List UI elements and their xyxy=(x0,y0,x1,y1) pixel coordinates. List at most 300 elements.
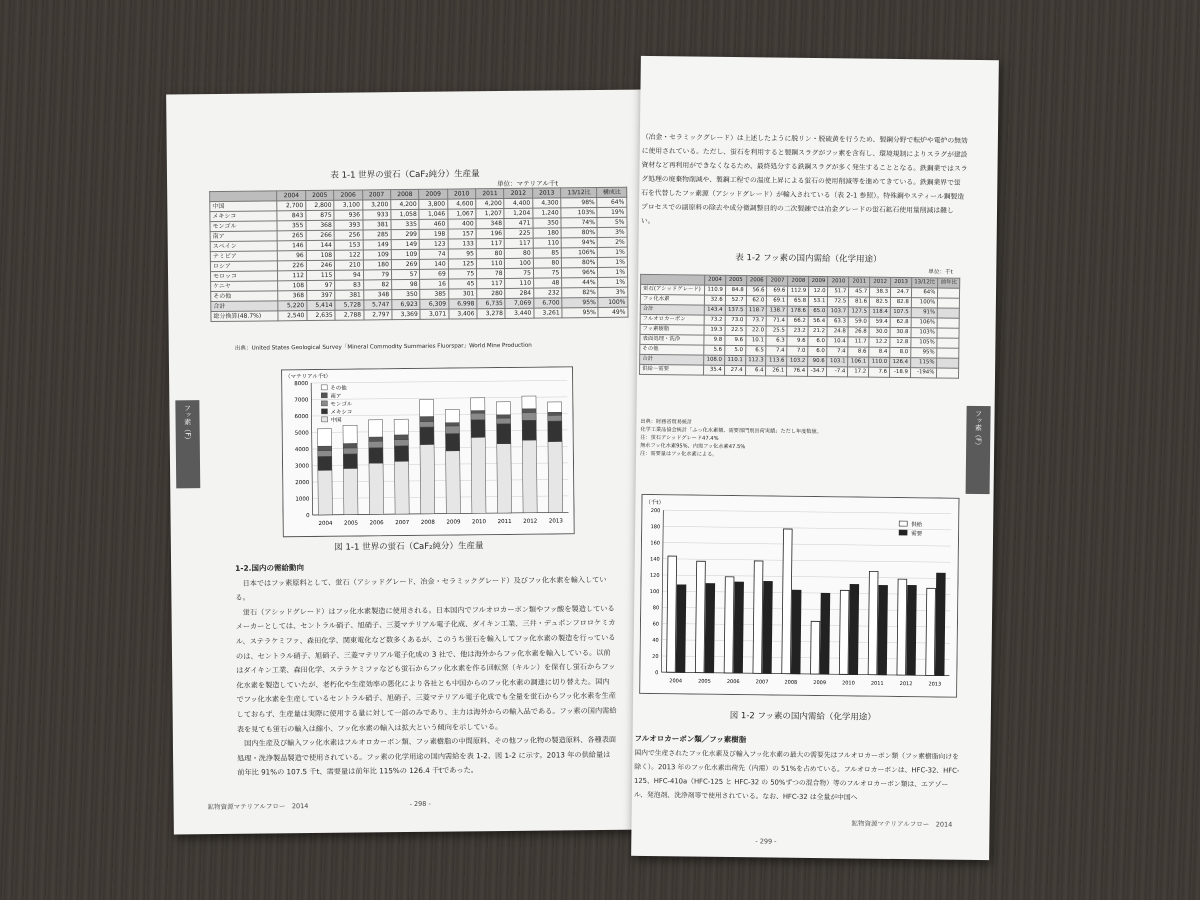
table-cell: 2% xyxy=(598,237,628,247)
table-cell: 115 xyxy=(306,270,334,280)
table-cell: 21.2 xyxy=(808,326,827,336)
table-cell: 246 xyxy=(306,260,334,270)
table-cell: 8.6 xyxy=(848,347,869,357)
column-header: 13/12比 xyxy=(911,278,938,288)
note: 化学工業品協会統計「ふっ化水素類、需要部門別出荷実績」ただし年度数値。 xyxy=(640,426,822,436)
bar-segment xyxy=(496,402,510,415)
table-cell: 112 xyxy=(278,271,306,281)
table-cell: 5% xyxy=(597,217,627,227)
table-cell: 144 xyxy=(306,240,334,250)
paragraph: 国内生産及び輸入フッ化水素はフルオロカーボン類、フッ素樹脂の中間原料、その他フッ化物の製造原料、各種表面処理・洗浄製品製造で使用されている。フッ素の化学用途の国内需給を表 1-2、図 1-2 に示す。2013 年の供給量は前年比 91%の 107.5 千t、需要量は前年比 115%の 126.4 千tであった。 xyxy=(237,734,617,778)
column-header: 2013 xyxy=(891,277,912,287)
table-cell: 95% xyxy=(911,348,938,358)
bar-segment xyxy=(395,461,410,514)
x-tick-label: 2009 xyxy=(446,519,461,526)
table-cell: 1,067 xyxy=(448,209,476,219)
legend-swatch xyxy=(321,393,327,398)
y-tick-label: 60 xyxy=(652,621,659,628)
table-cell: 138.7 xyxy=(767,306,788,316)
table-1-1-source: 出典：United States Geological Survey「Mineral Commodity Summaries Fluorspar」World Mine Production xyxy=(234,342,532,352)
table-cell: 5.0 xyxy=(725,345,746,355)
bar-segment xyxy=(445,423,459,426)
table-cell: 5,220 xyxy=(278,301,306,311)
figure-1-2-chart xyxy=(639,494,959,698)
table-cell: 64% xyxy=(597,197,627,207)
x-tick-label: 2012 xyxy=(899,681,913,688)
table-cell: ナミビア xyxy=(210,251,278,262)
table-cell: 1,058 xyxy=(391,209,419,219)
table-cell: 59.4 xyxy=(869,317,890,327)
bar-segment xyxy=(522,409,536,413)
bar-segment xyxy=(343,448,357,454)
table-1-1 xyxy=(209,187,628,322)
bar-segment xyxy=(317,429,331,447)
chapter-tab xyxy=(966,406,991,494)
bar-segment xyxy=(471,413,485,420)
table-cell: 385 xyxy=(420,289,448,299)
table-cell: 133 xyxy=(448,239,476,249)
table-cell: 98 xyxy=(392,279,420,289)
table-cell: 108 xyxy=(278,281,306,291)
table-cell: 301 xyxy=(448,289,476,299)
table-cell: 82 xyxy=(363,280,391,290)
right-top-paragraph: （冶金・セラミックグレード）は上述したように脱リン・脱硫黄を行うため、製鋼分野で転炉や電炉の無効に使用されている。ただし、蛍石を利用すると製鋼スラグがフッ素を含有し、環境規制によりスラグが建設資材など再利用ができなくなるため、最終処分する鉄鋼スラグが多く発生することとなる。鉄鋼業ではスラグ処理の廃棄物削減や、製鋼工程での温度上昇による蛍石の使用削減等を進めてきている。鉄鋼業界で蛍石を代替したフッ素源（アシッドグレード）が輸入されている（表 2-1 参照）。特殊鋼やスティール鋼製造プロセスでの副原料の除去や成分微調整目的の二次製錬では冶金グレードの蛍石鉱石使用量削減は難しい。 xyxy=(640,132,968,226)
table-cell: 178.6 xyxy=(788,306,809,316)
y-tick-label: 160 xyxy=(650,540,660,547)
bar-segment xyxy=(420,444,435,513)
table-cell: 63.3 xyxy=(828,317,849,327)
table-cell: 117 xyxy=(505,238,533,248)
table-cell: 400 xyxy=(448,219,476,229)
table-cell: フッ化水素 xyxy=(640,294,704,305)
table-cell: 98% xyxy=(561,198,597,208)
page-number: - 298 - xyxy=(409,799,431,809)
table-cell: 17.2 xyxy=(848,367,869,377)
bar-segment xyxy=(420,399,434,416)
table-cell: 843 xyxy=(277,211,305,221)
bar-segment xyxy=(497,444,512,513)
table-cell: 146 xyxy=(278,241,306,251)
legend-swatch xyxy=(321,409,327,414)
table-cell: 24.7 xyxy=(890,287,911,297)
paragraph: 日本ではフッ素原料として、蛍石（アシッドグレード、冶金・セラミックグレード）及びフッ化水素を輸入している。 xyxy=(235,574,607,603)
y-tick-label: 6000 xyxy=(294,414,309,421)
table-cell: 936 xyxy=(334,210,362,220)
table-cell: 1% xyxy=(598,257,628,267)
y-tick-label: 180 xyxy=(650,524,661,531)
table-cell: 108.0 xyxy=(704,355,725,365)
chapter-tab-label: フッ素（F） xyxy=(974,409,983,450)
table-cell: 90.6 xyxy=(808,356,827,366)
y-axis-label: （マテリアル千t） xyxy=(285,373,332,381)
table-cell: 118.4 xyxy=(869,307,890,317)
table-cell: 72.5 xyxy=(828,297,849,307)
table-cell: その他 xyxy=(211,291,279,302)
table-cell: 80 xyxy=(505,248,533,258)
table-cell: 91% xyxy=(911,308,938,318)
table-cell: 25.5 xyxy=(766,326,787,336)
figure-1-1-title: 図 1-1 世界の蛍石（CaF₂純分）生産量 xyxy=(334,541,484,553)
table-cell: 64% xyxy=(911,288,938,298)
table-cell: 118.7 xyxy=(746,306,767,316)
table-cell: 24.8 xyxy=(827,327,848,337)
table-cell: 80 xyxy=(476,248,504,258)
bar xyxy=(849,584,859,674)
bar xyxy=(878,585,888,674)
legend-label: モンゴル xyxy=(330,401,353,408)
table-cell xyxy=(938,288,960,298)
table-cell: 381 xyxy=(363,220,391,230)
table-cell: 69 xyxy=(420,269,448,279)
table-cell: 8.0 xyxy=(890,347,911,357)
table-cell: -34.7 xyxy=(808,366,827,376)
bar-segment xyxy=(446,451,461,514)
bar-segment xyxy=(369,448,383,464)
table-cell: 3,440 xyxy=(505,308,533,318)
table-cell: 125 xyxy=(448,259,476,269)
table-cell: 74% xyxy=(561,218,597,228)
bar-segment xyxy=(548,421,562,442)
table-cell: 8.4 xyxy=(869,347,890,357)
bar-segment xyxy=(343,454,357,469)
bar-segment xyxy=(394,435,408,440)
table-cell: 12.8 xyxy=(890,337,911,347)
bar xyxy=(935,573,945,675)
table-cell: -7.4 xyxy=(827,367,848,377)
bar xyxy=(667,556,677,672)
bar-segment xyxy=(445,426,459,434)
table-cell: 109 xyxy=(363,250,391,260)
bar-segment xyxy=(522,440,537,513)
table-cell: 66.2 xyxy=(787,316,808,326)
table-cell: 供給－需要 xyxy=(640,364,704,375)
table-1-1-unit: 単位：マテリアル千t xyxy=(497,179,558,189)
table-cell xyxy=(938,308,960,318)
x-tick-label: 2006 xyxy=(369,520,384,527)
table-cell: 123 xyxy=(420,239,448,249)
table-cell: 5,414 xyxy=(307,300,335,310)
y-tick-label: 200 xyxy=(650,507,661,515)
table-cell: 82.8 xyxy=(890,297,911,307)
bar-segment xyxy=(471,398,485,411)
figure-1-1-chart xyxy=(281,366,575,537)
table-cell: 11.7 xyxy=(848,337,869,347)
x-tick-label: 2006 xyxy=(726,678,740,686)
table-cell: 69.6 xyxy=(767,286,788,296)
table-cell: 1,046 xyxy=(419,209,447,219)
table-cell: 285 xyxy=(363,230,391,240)
column-header: 2009 xyxy=(419,189,447,199)
table-cell: 875 xyxy=(306,210,334,220)
table-cell: 82.5 xyxy=(870,297,891,307)
y-tick-label: 100 xyxy=(649,588,660,596)
table-cell: 110.1 xyxy=(724,355,745,365)
legend-swatch xyxy=(899,530,907,535)
table-cell: -18.9 xyxy=(890,367,911,377)
bar-segment xyxy=(420,427,434,445)
table-cell: 117 xyxy=(477,278,505,288)
table-cell: 48 xyxy=(533,278,561,288)
x-tick-label: 2013 xyxy=(928,681,942,688)
table-cell: 65.0 xyxy=(808,306,827,316)
table-cell: 105% xyxy=(911,338,938,348)
bar-segment xyxy=(522,420,536,440)
table-cell: 95% xyxy=(562,297,598,307)
table-cell: 6,735 xyxy=(477,298,505,308)
table-cell: 5.6 xyxy=(704,345,725,355)
bar-segment xyxy=(496,415,510,418)
table-cell: 355 xyxy=(277,221,305,231)
table-cell: 103.7 xyxy=(828,307,849,317)
table-cell: 348 xyxy=(476,218,504,228)
table-cell: 83 xyxy=(335,280,363,290)
table-cell: 210 xyxy=(335,260,363,270)
table-cell: 112.3 xyxy=(745,356,766,366)
bar-segment xyxy=(471,437,486,513)
table-cell: 110 xyxy=(505,278,533,288)
y-tick-label: 40 xyxy=(652,637,659,644)
table-cell: 53.1 xyxy=(809,296,828,306)
column-header: 2005 xyxy=(306,190,334,200)
table-cell: 153 xyxy=(334,240,362,250)
y-tick-label: 80 xyxy=(652,605,660,612)
table-cell: 合計 xyxy=(640,304,704,315)
table-cell: 110.9 xyxy=(704,285,725,295)
table-cell: 16 xyxy=(420,279,448,289)
table-cell: 59.0 xyxy=(848,317,869,327)
x-tick-label: 2008 xyxy=(420,519,435,526)
column-header: 2010 xyxy=(828,277,849,287)
y-tick-label: 0 xyxy=(655,670,659,677)
table-cell: 196 xyxy=(476,228,504,238)
table-cell: 95% xyxy=(562,307,598,317)
table-cell: 100 xyxy=(505,258,533,268)
table-cell: 73.0 xyxy=(725,315,746,325)
chapter-tab-label: フッ素（F） xyxy=(183,404,192,444)
table-cell: 82% xyxy=(562,287,598,297)
x-tick-label: 2005 xyxy=(698,678,711,685)
x-tick-label: 2010 xyxy=(842,680,855,687)
table-cell: 1% xyxy=(598,267,628,277)
legend-swatch xyxy=(321,385,327,390)
bar-segment xyxy=(445,409,459,422)
table-cell: 6,700 xyxy=(534,298,562,308)
table-cell: 143.4 xyxy=(704,305,725,315)
table-cell: 85 xyxy=(533,248,561,258)
bar-segment xyxy=(497,424,511,444)
table-cell: 52.7 xyxy=(725,295,746,305)
table-cell: 71.4 xyxy=(767,316,788,326)
bar-segment xyxy=(369,441,383,448)
table-cell: 76.4 xyxy=(787,366,808,376)
x-tick-label: 2008 xyxy=(784,679,798,686)
table-cell: モロッコ xyxy=(210,271,278,282)
bar xyxy=(791,590,801,674)
table-cell: 103.1 xyxy=(827,357,848,367)
table-cell: 3,100 xyxy=(334,200,362,210)
table-cell: 280 xyxy=(477,288,505,298)
legend-swatch xyxy=(322,417,328,422)
table-cell: 180 xyxy=(533,228,561,238)
table-cell: 73.7 xyxy=(746,316,767,326)
table-cell: 95 xyxy=(448,249,476,259)
table-cell: 9.6 xyxy=(725,335,746,345)
table-cell: 6,998 xyxy=(449,299,477,309)
table-cell: 350 xyxy=(533,218,561,228)
column-header: 2004 xyxy=(277,191,305,201)
table-cell: 381 xyxy=(335,290,363,300)
table-cell: 3,200 xyxy=(362,200,390,210)
column-header: 2012 xyxy=(504,188,532,198)
table-cell: 合計 xyxy=(211,301,279,312)
table-cell: 2,797 xyxy=(364,310,392,320)
table-cell: 103.2 xyxy=(787,356,808,366)
column-header: 2006 xyxy=(746,276,767,286)
table-cell: 蛍石(アシッドグレード) xyxy=(640,284,704,295)
table-cell: 7.4 xyxy=(766,346,787,356)
table-cell: 81.6 xyxy=(849,297,870,307)
y-tick-label: 4000 xyxy=(294,447,309,454)
table-cell: 106% xyxy=(911,318,938,328)
table-cell: 2,635 xyxy=(307,310,335,320)
table-cell: 265 xyxy=(278,231,306,241)
y-tick-label: 20 xyxy=(652,653,659,660)
bar-segment xyxy=(522,412,536,420)
table-cell: 106% xyxy=(562,248,598,258)
table-cell: 94% xyxy=(561,238,597,248)
bar-segment xyxy=(343,468,358,514)
table-cell: 7,069 xyxy=(505,298,533,308)
table-cell: 96 xyxy=(278,251,306,261)
bar xyxy=(724,577,734,673)
table-cell: 149 xyxy=(391,239,419,249)
table-cell: 56.6 xyxy=(746,286,767,296)
column-header: 13/12比 xyxy=(561,188,597,198)
table-cell: 12.0 xyxy=(809,286,828,296)
column-header: 2011 xyxy=(849,277,870,287)
table-cell: 19.3 xyxy=(704,325,725,335)
table-cell: 2,540 xyxy=(278,311,306,321)
table-cell: 97 xyxy=(306,280,334,290)
x-tick-label: 2007 xyxy=(755,679,769,686)
table-cell: 4,200 xyxy=(476,198,504,208)
table-cell: 12.2 xyxy=(869,337,890,347)
table-cell: 30.0 xyxy=(869,327,890,337)
table-cell: 269 xyxy=(391,259,419,269)
table-cell: 1% xyxy=(598,247,628,257)
table-cell: 6.4 xyxy=(745,366,766,376)
table-cell: 5,728 xyxy=(335,300,363,310)
table-cell: 30.8 xyxy=(890,327,911,337)
y-tick-label: 3000 xyxy=(295,463,310,470)
x-tick-label: 2010 xyxy=(472,519,487,526)
bar xyxy=(839,590,849,674)
table-cell: 3% xyxy=(598,287,628,297)
table-cell: 中国 xyxy=(210,201,278,212)
table-cell: 総分換算(48.7%) xyxy=(211,311,279,322)
table-cell: 180 xyxy=(363,260,391,270)
column-header: 2008 xyxy=(391,189,419,199)
table-cell: 368 xyxy=(278,291,306,301)
table-cell: 7.6 xyxy=(869,367,890,377)
table-cell: 7.0 xyxy=(787,346,808,356)
table-cell xyxy=(937,368,959,378)
table-cell: その他 xyxy=(640,344,704,355)
y-tick-label: 2000 xyxy=(295,480,310,487)
table-cell: 110 xyxy=(476,258,504,268)
table-cell: 115% xyxy=(910,358,937,368)
column-header: 2013 xyxy=(532,188,560,198)
table-1-2-unit: 単位：千t xyxy=(928,269,953,276)
table-cell xyxy=(938,298,960,308)
bar xyxy=(820,593,830,674)
table-cell: 225 xyxy=(505,228,533,238)
bar-segment xyxy=(318,470,333,515)
table-cell: 335 xyxy=(391,219,419,229)
table-cell: 266 xyxy=(306,230,334,240)
table-cell: 84.8 xyxy=(725,285,746,295)
bar-segment xyxy=(394,446,408,462)
table-cell: 117 xyxy=(476,238,504,248)
table-cell: 23.2 xyxy=(787,326,808,336)
table-1-2-notes xyxy=(640,418,822,460)
y-axis-label: （千t） xyxy=(645,499,665,507)
table-cell: 75 xyxy=(505,268,533,278)
bar-segment xyxy=(318,456,332,470)
table-cell: 75 xyxy=(533,268,561,278)
table-cell: 10.4 xyxy=(827,337,848,347)
table-cell: 73.2 xyxy=(704,315,725,325)
table-cell: 460 xyxy=(419,219,447,229)
table-cell: 232 xyxy=(534,288,562,298)
table-cell: 471 xyxy=(504,218,532,228)
x-tick-label: 2009 xyxy=(813,679,827,687)
table-cell: 4,600 xyxy=(447,199,475,209)
y-tick-label: 1000 xyxy=(295,496,310,503)
x-tick-label: 2011 xyxy=(870,680,884,687)
table-cell: 122 xyxy=(335,250,363,260)
table-cell: 69.1 xyxy=(767,296,788,306)
table-cell: 933 xyxy=(362,210,390,220)
x-tick-label: 2013 xyxy=(548,518,563,525)
y-tick-label: 7000 xyxy=(294,397,309,404)
chapter-tab xyxy=(175,400,200,488)
bar xyxy=(897,579,907,675)
bar-segment xyxy=(318,450,332,456)
table-cell: 26.8 xyxy=(848,327,869,337)
paragraph: 蛍石（アシッドグレード）はフッ化水素製造に使用される。日本国内でフルオロカーボン類やフッ酸を製造しているメーカーとしては、セントラル硝子、旭硝子、三菱マテリアル電子化成、ダイキン工業、三井・デュポンフロロケミカル、ステラケミファ、森田化学、関東電化など数多くあるが、このうち蛍石を輸入してフッ化水素の製造を行っているのは、セントラル硝子、旭硝子、三菱マテリアル電子化成の 3 社で、他は海外からフッ化水素を輸入している。以前はダイキン工業、森田化学、ステラケミファなども蛍石からフッ化水素を作る回転窯（キルン）を保有し蛍石からフッ化水素を製造していたが、老朽化や生産効率の悪化により各社とも中国からのフッ化水素の調達に切り替えた。国内でフッ化水素を生産しているセントラル硝子、旭硝子、三菱マテリアル電子化成でも全量を蛍石からフッ化水素を生産しておらず、生産量は実際に使用する量に対して一部のみであり、主力は海外からの輸入品である。フッ素の国内需給表を見ても蛍石の輸入は縮小、フッ化水素の輸入は拡大という傾向を示している。 xyxy=(235,603,617,734)
table-cell: 140 xyxy=(420,259,448,269)
bar-segment xyxy=(548,402,562,413)
bar xyxy=(705,583,715,672)
table-cell: 56.4 xyxy=(808,316,827,326)
table-cell: 96% xyxy=(562,268,598,278)
table-cell: 80% xyxy=(561,228,597,238)
table-cell: 80 xyxy=(533,258,561,268)
column-header: 2012 xyxy=(870,277,891,287)
table-cell: 南ア xyxy=(210,231,278,242)
table-cell: 19% xyxy=(597,207,627,217)
table-cell: 32.6 xyxy=(704,295,725,305)
table-cell: 3,071 xyxy=(420,309,448,319)
note: 出典：財務省貿易統計 xyxy=(640,418,693,426)
y-tick-label: 5000 xyxy=(294,430,309,437)
table-cell: フルオロカーボン xyxy=(640,314,704,325)
table-cell: 368 xyxy=(306,220,334,230)
x-tick-label: 2004 xyxy=(318,520,333,527)
bar-segment xyxy=(548,412,562,415)
table-cell: 3% xyxy=(597,227,627,237)
